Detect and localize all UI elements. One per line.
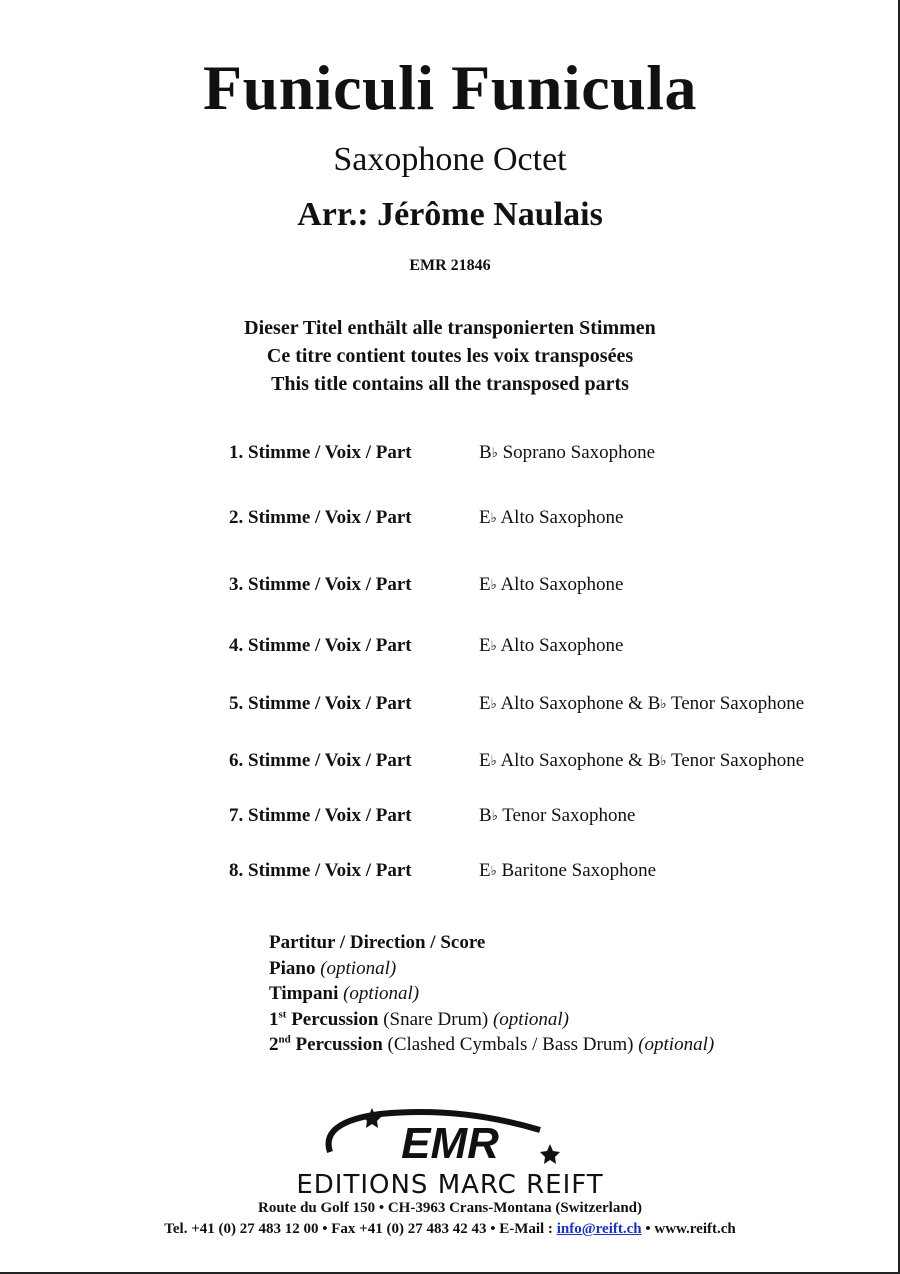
part-row-2 <box>0 506 900 530</box>
part-row-6 <box>0 749 900 773</box>
part-row-7 <box>0 804 900 828</box>
part-label: 8. Stimme / Voix / Part <box>229 860 412 881</box>
part-instrument: E♭ Alto Saxophone <box>479 574 624 595</box>
emr-logo <box>300 1100 600 1180</box>
part-instrument: E♭ Alto Saxophone <box>479 507 624 528</box>
flat-sign: ♭ <box>490 638 497 653</box>
publisher-name: EDITIONS MARC REIFT <box>296 1170 604 1200</box>
part-row-3 <box>0 573 900 597</box>
part-instrument: E♭ Baritone Saxophone <box>479 860 657 881</box>
flat-sign: ♭ <box>491 808 498 823</box>
part-row-8 <box>0 859 900 883</box>
flat-sign: ♭ <box>490 753 497 768</box>
extra-percussion-2: 2nd Percussion (Clashed Cymbals / Bass Drum) (optional) <box>269 1033 715 1055</box>
ensemble-subtitle: Saxophone Octet <box>333 141 567 178</box>
notice-german: Dieser Titel enthält alle transponierten Stimmen <box>244 317 656 339</box>
part-row-5 <box>0 692 900 716</box>
extra-timpani: Timpani (optional) <box>269 983 420 1004</box>
extra-piano: Piano (optional) <box>269 957 397 979</box>
part-label: 4. Stimme / Voix / Part <box>229 635 412 656</box>
notice-english: This title contains all the transposed parts <box>271 373 629 395</box>
logo-text: EMR <box>401 1119 499 1168</box>
part-label: 5. Stimme / Voix / Part <box>229 693 412 714</box>
flat-sign: ♭ <box>660 753 667 768</box>
publisher-address: Route du Golf 150 • CH-3963 Crans-Montana (Switzerland) <box>258 1200 642 1216</box>
part-label: 7. Stimme / Voix / Part <box>229 805 412 826</box>
extra-percussion-1: 1st Percussion (Snare Drum) (optional) <box>269 1008 569 1030</box>
flat-sign: ♭ <box>490 510 497 525</box>
arranger-line: Arr.: Jérôme Naulais <box>297 196 603 233</box>
part-label: 6. Stimme / Voix / Part <box>229 750 412 771</box>
email-link[interactable]: info@reift.ch <box>556 1221 642 1237</box>
part-instrument: E♭ Alto Saxophone & B♭ Tenor Saxophone <box>479 750 805 771</box>
part-instrument: B♭ Soprano Saxophone <box>479 442 656 463</box>
logo-star-right <box>540 1144 560 1164</box>
publisher-contact: Tel. +41 (0) 27 483 12 00 • Fax +41 (0) 27 483 42 43 • E-Mail : info@reift.ch • www.reift.ch <box>164 1221 736 1237</box>
additional-parts <box>269 930 714 1058</box>
flat-sign: ♭ <box>660 696 667 711</box>
part-instrument: E♭ Alto Saxophone & B♭ Tenor Saxophone <box>479 693 805 714</box>
part-row-1 <box>0 441 900 465</box>
notice-french: Ce titre contient toutes les voix transposées <box>266 345 634 367</box>
part-label: 2. Stimme / Voix / Part <box>229 507 412 528</box>
extra-score: Partitur / Direction / Score <box>269 932 486 953</box>
part-row-4 <box>0 634 900 658</box>
part-label: 3. Stimme / Voix / Part <box>229 574 412 595</box>
part-instrument: E♭ Alto Saxophone <box>479 635 624 656</box>
part-label: 1. Stimme / Voix / Part <box>229 442 412 463</box>
flat-sign: ♭ <box>490 863 497 878</box>
flat-sign: ♭ <box>490 577 497 592</box>
catalog-number: EMR 21846 <box>409 257 491 274</box>
score-title: Funiculi Funicula <box>203 52 697 123</box>
flat-sign: ♭ <box>491 445 498 460</box>
logo-star-left <box>362 1108 382 1128</box>
flat-sign: ♭ <box>490 696 497 711</box>
part-instrument: B♭ Tenor Saxophone <box>479 805 636 826</box>
